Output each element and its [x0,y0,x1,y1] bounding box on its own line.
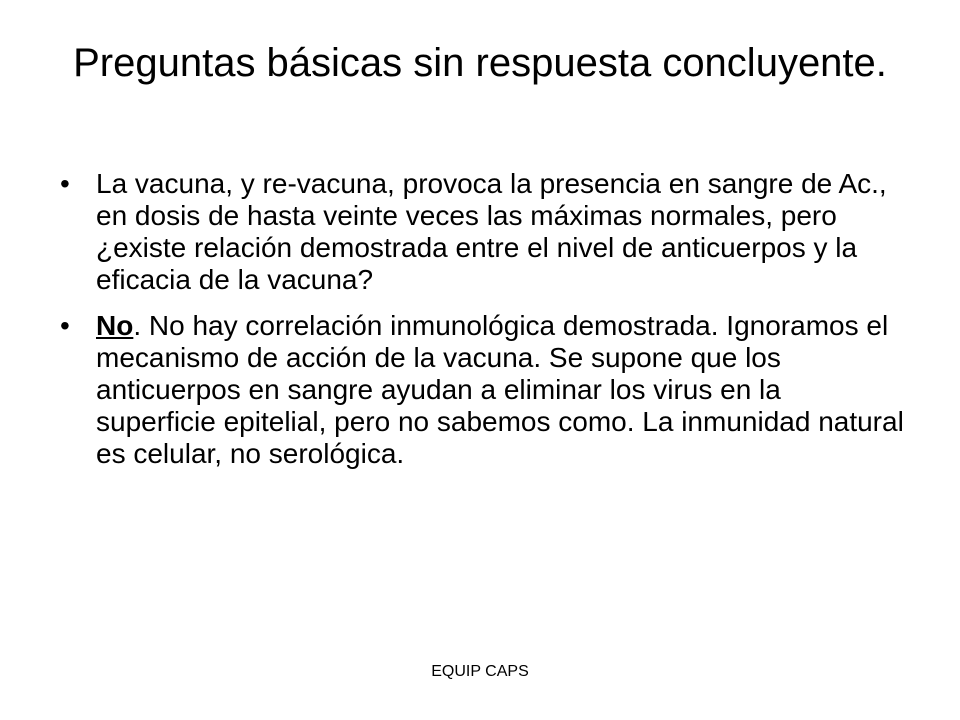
bullet-list [58,168,904,484]
slide-footer: EQUIP CAPS [431,663,529,680]
slide-title: Preguntas básicas sin respuesta concluyente. [73,41,887,85]
bullet-icon: • [60,168,70,199]
bullet-answer [58,310,904,470]
bullet-question [58,168,904,296]
question-text: La vacuna, y re-vacuna, provoca la presencia en sangre de Ac., en dosis de hasta veinte veces las máximas normales, pero ¿existe relación demostrada entre el nivel de anticuerpos y la eficacia de la vacuna? [96,168,887,295]
bullet-icon: • [60,310,70,341]
answer-lead: No [96,310,134,341]
answer-text: . No hay correlación inmunológica demostrada. Ignoramos el mecanismo de acción de la vacuna. Se supone que los anticuerpos en sangre ayudan a eliminar los virus en la superficie epitelial, pero no sabemos como. La inmunidad natural es celular, no serológica. [96,310,904,469]
